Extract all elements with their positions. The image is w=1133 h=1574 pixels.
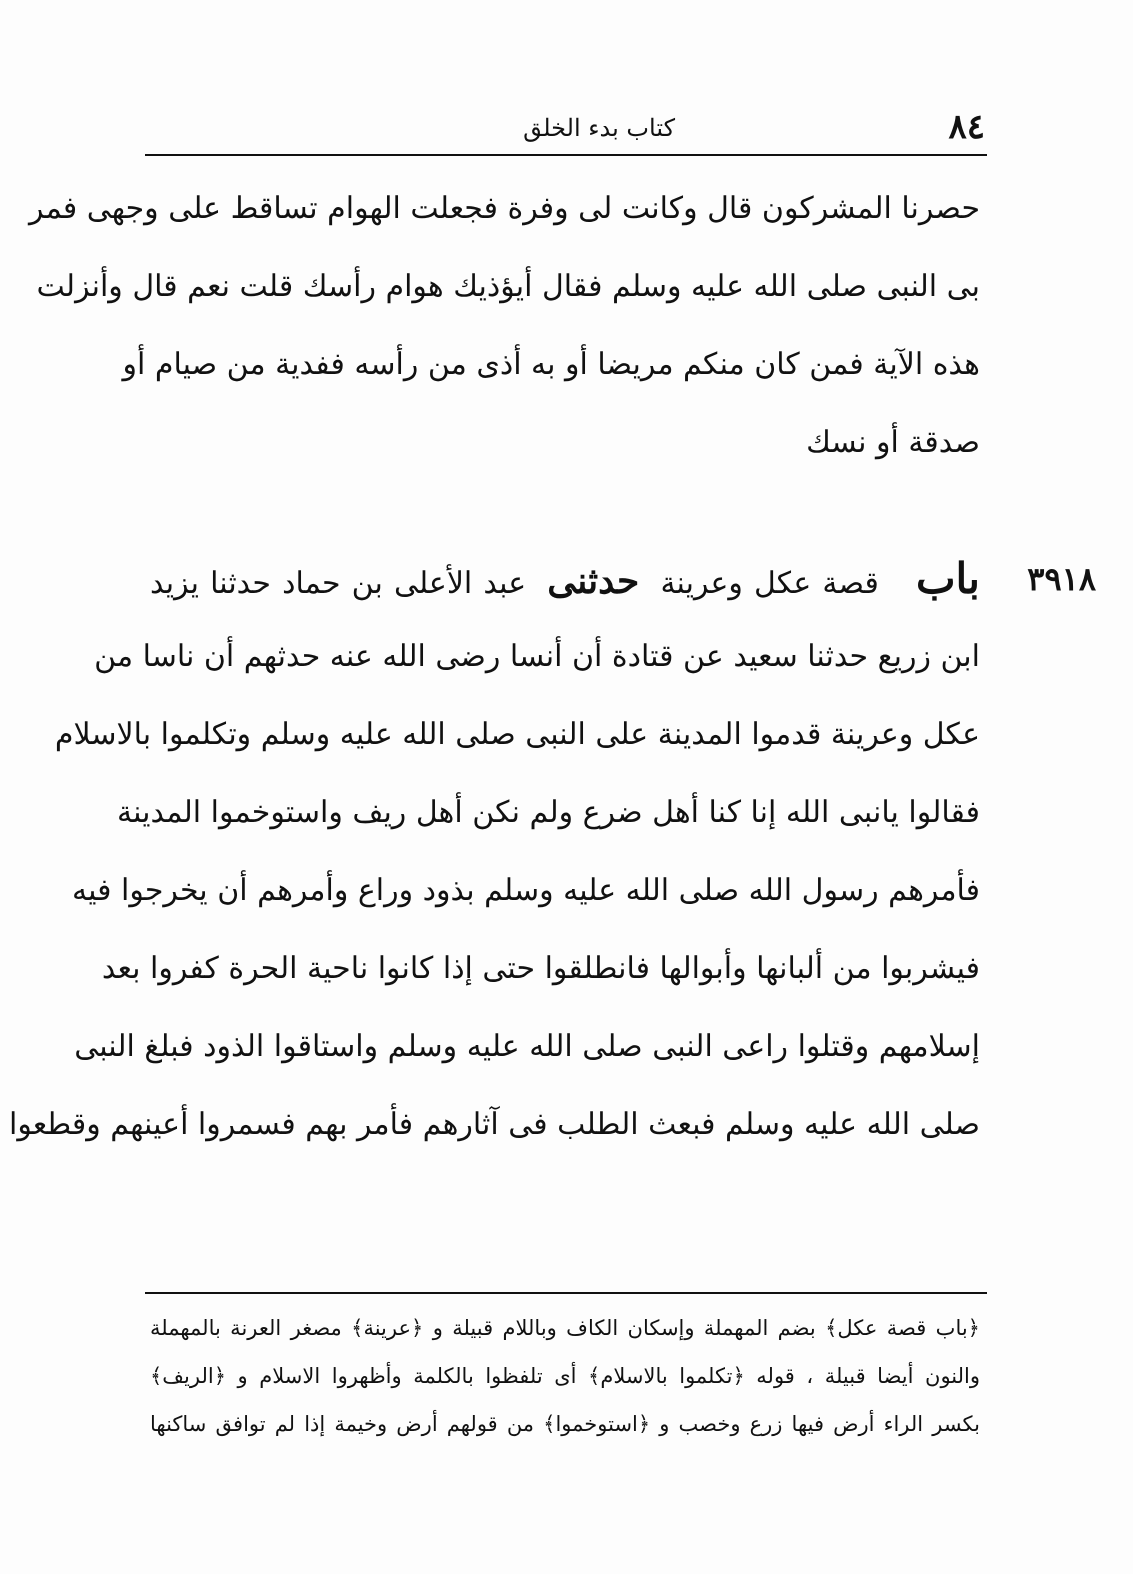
- footnotes: [150, 1304, 980, 1448]
- page-header: [145, 104, 985, 154]
- footnote-rule: [145, 1292, 987, 1294]
- page-number: ٨٤: [948, 107, 985, 147]
- header-rule: [145, 154, 987, 156]
- text-line: صدقة أو نسك: [806, 425, 980, 460]
- text-line: بى النبى صلى الله عليه وسلم فقال أيؤذيك هوام رأسك قلت نعم قال وأنزلت: [36, 269, 980, 304]
- hadith-number: ٣٩١٨: [1027, 560, 1096, 598]
- text-line: فيشربوا من ألبانها وأبوالها فانطلقوا حتى إذا كانوا ناحية الحرة كفروا بعد: [101, 951, 980, 986]
- chapter-text: عبد الأعلى بن حماد حدثنا يزيد: [150, 566, 527, 601]
- text-line: حصرنا المشركون قال وكانت لى وفرة فجعلت الهوام تساقط على وجهى فمر: [29, 191, 980, 226]
- footnote-line: ﴿باب قصة عكل﴾ بضم المهملة وإسكان الكاف وباللام قبيلة و ﴿عرينة﴾ مصغر العرنة بالمهملة: [150, 1316, 980, 1340]
- chapter-line: [150, 540, 980, 618]
- footnote-line: بكسر الراء أرض فيها زرع وخصب و ﴿استوخموا﴾ من قولهم أرض وخيمة إذا لم توافق ساكنها: [150, 1412, 980, 1436]
- text-line: هذه الآية فمن كان منكم مريضا أو به أذى من رأسه ففدية من صيام أو: [122, 347, 980, 382]
- body-text-hadith: [8, 618, 980, 1164]
- text-line: فقالوا يانبى الله إنا كنا أهل ضرع ولم نكن أهل ريف واستوخموا المدينة: [117, 795, 980, 830]
- text-line: إسلامهم وقتلوا راعى النبى صلى الله عليه وسلم واستاقوا الذود فبلغ النبى: [74, 1029, 980, 1064]
- bab-label: باب: [915, 554, 980, 603]
- text-line: ابن زريع حدثنا سعيد عن قتادة أن أنسا رضى الله عنه حدثهم أن ناسا من: [94, 639, 980, 674]
- text-line: عكل وعرينة قدموا المدينة على النبى صلى الله عليه وسلم وتكلموا بالاسلام: [54, 717, 980, 752]
- body-text-top: [29, 170, 980, 482]
- running-title: كتاب بدء الخلق: [523, 114, 675, 142]
- haddathani-label: حدثنى: [547, 560, 640, 602]
- footnote-line: والنون أيضا قبيلة ، قوله ﴿تكلموا بالاسلام﴾ أى تلفظوا بالكلمة وأظهروا الاسلام و ﴿الريف﴾: [150, 1364, 980, 1388]
- text-line: صلى الله عليه وسلم فبعث الطلب فى آثارهم فأمر بهم فسمروا أعينهم وقطعوا: [8, 1107, 980, 1142]
- text-line: فأمرهم رسول الله صلى الله عليه وسلم بذود وراع وأمرهم أن يخرجوا فيه: [72, 873, 980, 908]
- chapter-heading: [150, 540, 1096, 618]
- chapter-title: قصة عكل وعرينة: [660, 566, 879, 601]
